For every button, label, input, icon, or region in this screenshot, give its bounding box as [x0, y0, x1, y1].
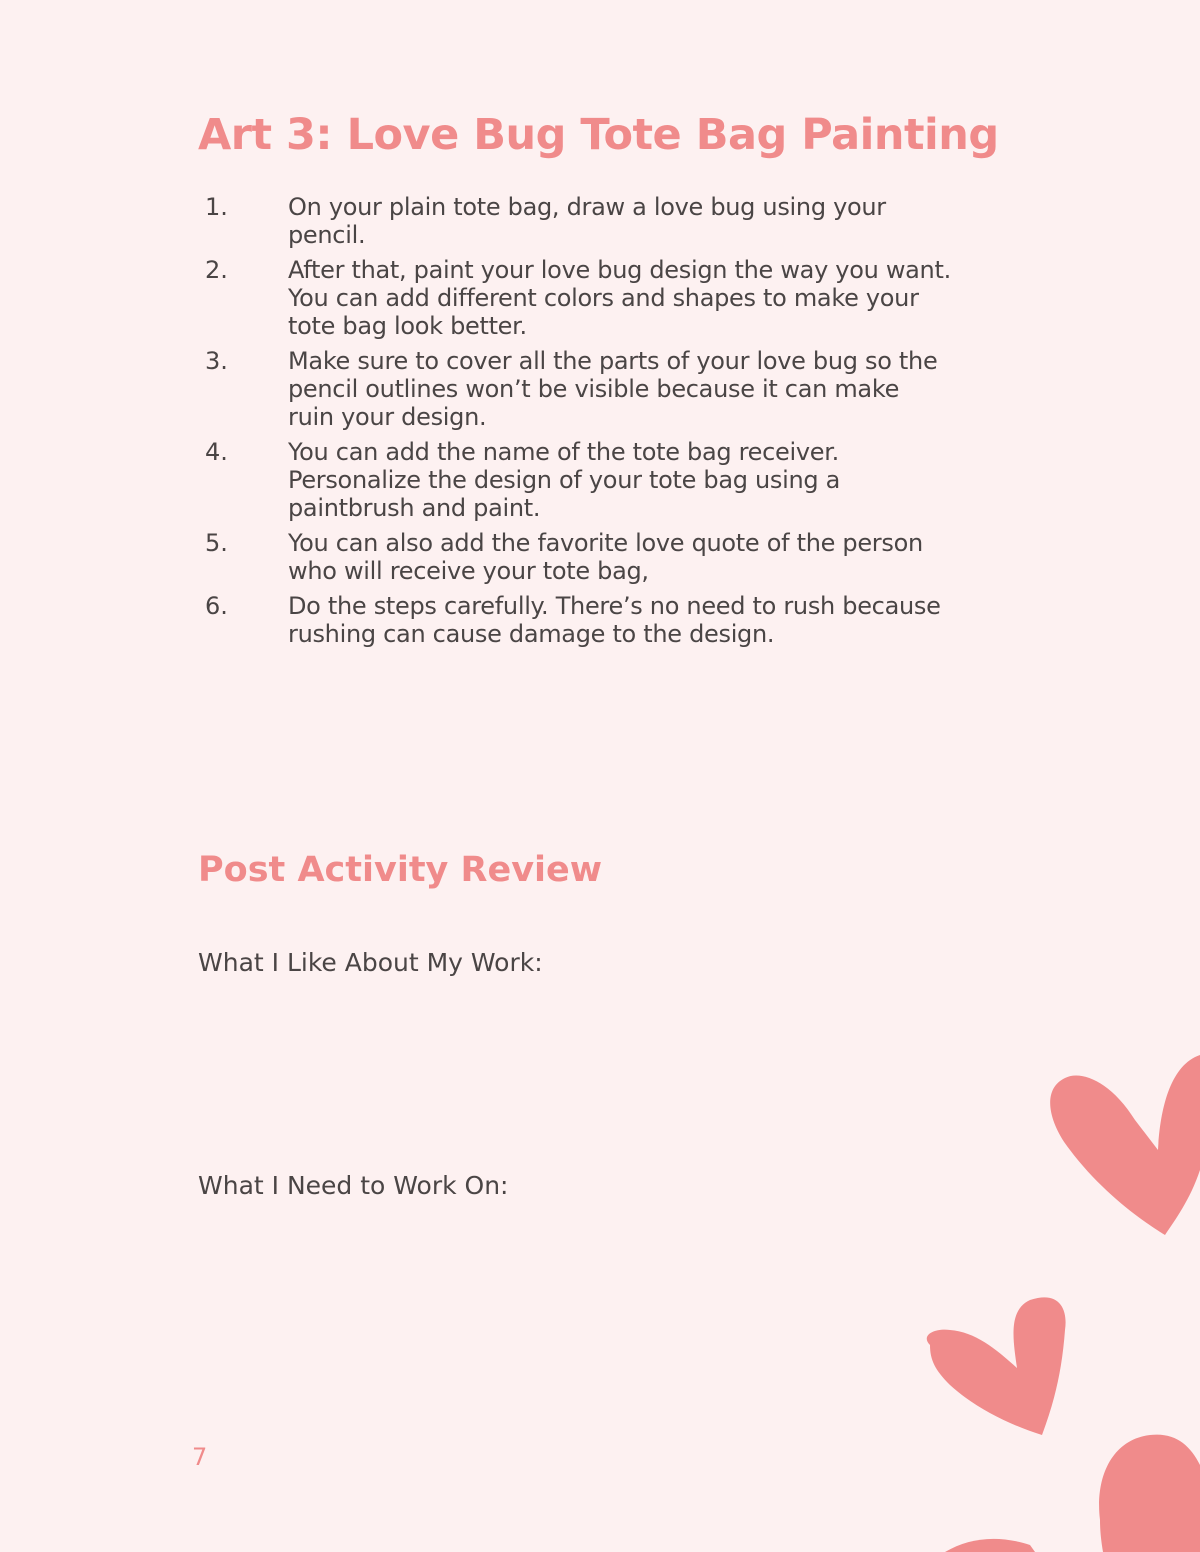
like-label: What I Like About My Work: — [198, 948, 543, 977]
list-item — [205, 592, 1085, 648]
step-text: After that, paint your love bug design the way you want. — [288, 256, 951, 284]
step-text: Personalize the design of your tote bag using a — [288, 466, 841, 494]
list-item — [205, 193, 1085, 249]
step-text: tote bag look better. — [288, 312, 527, 340]
step-number: 2. — [205, 256, 228, 284]
step-text: ruin your design. — [288, 403, 487, 431]
step-text: who will receive your tote bag, — [288, 557, 649, 585]
list-item — [205, 256, 1085, 340]
page-number: 7 — [192, 1443, 208, 1471]
review-heading: Post Activity Review — [198, 850, 603, 890]
list-item — [205, 438, 1085, 522]
step-number: 4. — [205, 438, 228, 466]
step-text: rushing can cause damage to the design. — [288, 620, 775, 648]
step-text: You can add different colors and shapes to make your — [288, 284, 919, 312]
heart-icon — [940, 1535, 1040, 1552]
step-number: 5. — [205, 529, 228, 557]
step-text: You can add the name of the tote bag receiver. — [288, 438, 839, 466]
step-number: 6. — [205, 592, 228, 620]
step-number: 1. — [205, 193, 228, 221]
list-item — [205, 347, 1085, 431]
step-text: On your plain tote bag, draw a love bug using your — [288, 193, 886, 221]
step-number: 3. — [205, 347, 228, 375]
step-text: You can also add the favorite love quote of the person — [288, 529, 923, 557]
work-on-label: What I Need to Work On: — [198, 1171, 509, 1200]
page-title: Art 3: Love Bug Tote Bag Painting — [198, 110, 999, 160]
heart-icon — [920, 1290, 1070, 1440]
heart-icon — [1095, 1430, 1200, 1552]
heart-icon — [1040, 1050, 1200, 1240]
step-text: pencil outlines won’t be visible because it can make — [288, 375, 900, 403]
steps-list — [205, 193, 1085, 655]
step-text: paintbrush and paint. — [288, 494, 541, 522]
list-item — [205, 529, 1085, 585]
step-text: pencil. — [288, 221, 366, 249]
step-text: Make sure to cover all the parts of your love bug so the — [288, 347, 938, 375]
step-text: Do the steps carefully. There’s no need to rush because — [288, 592, 941, 620]
